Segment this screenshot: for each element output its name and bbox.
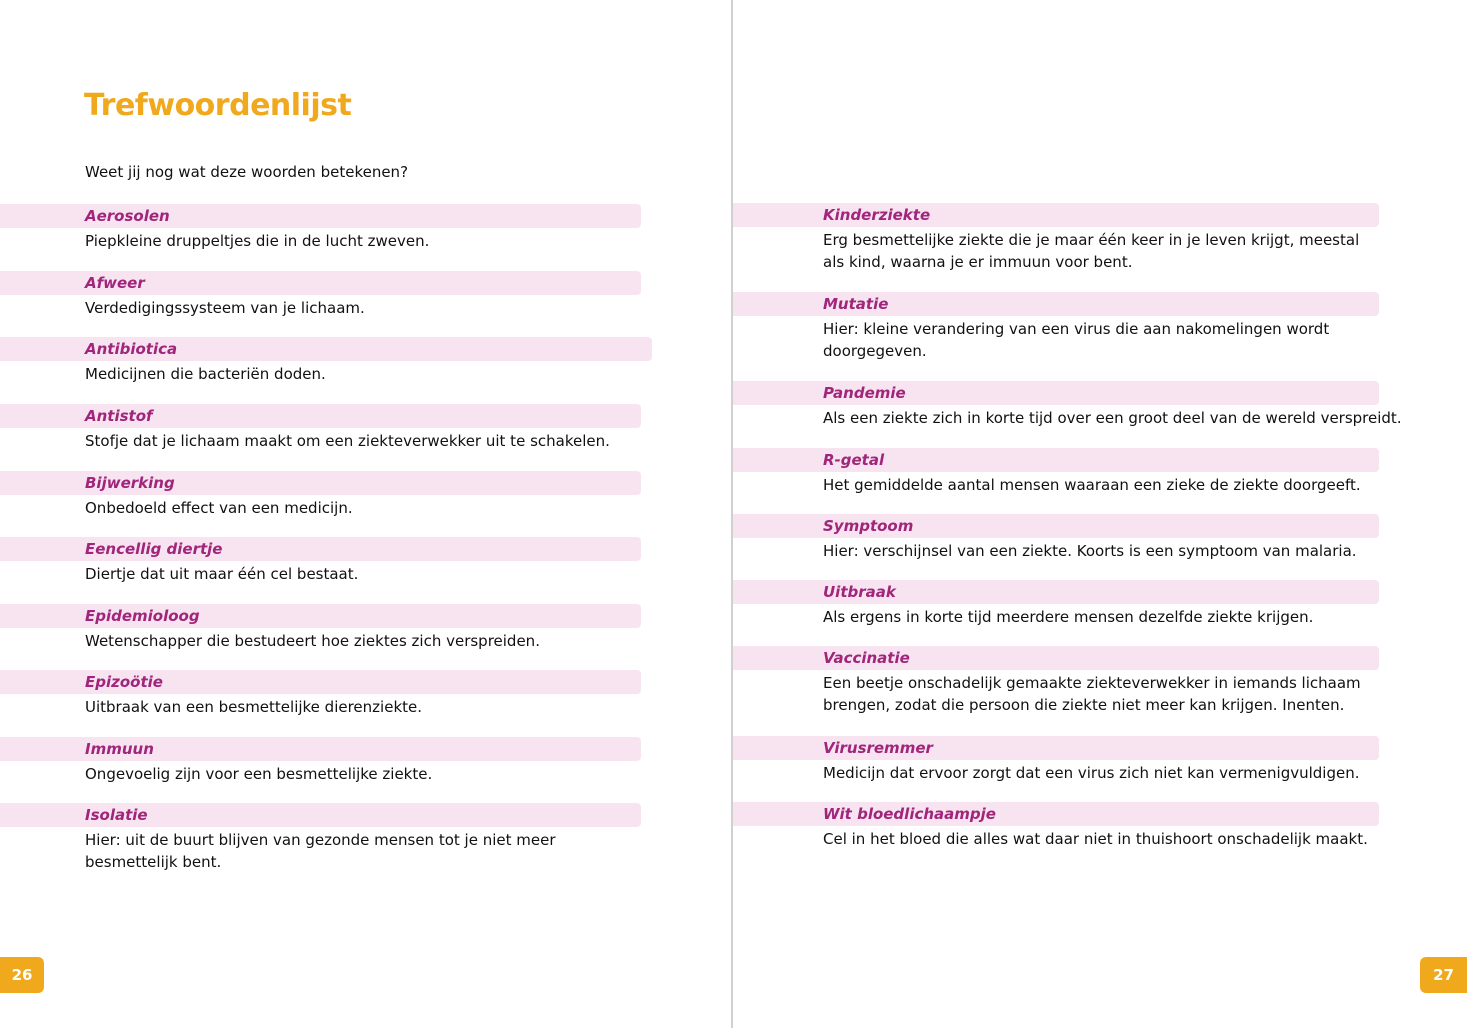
glossary-term: Antistof [85,407,153,425]
glossary-term: Epizoötie [85,673,163,691]
glossary-definition: Hier: uit de buurt blijven van gezonde mensen tot je niet meer besmettelijk bent. [85,831,556,871]
glossary-term: Immuun [85,740,154,758]
glossary-definition: Een beetje onschadelijk gemaakte ziekteverwekker in iemands lichaam brengen, zodat die persoon die ziekte niet meer kan krijgen. Inenten. [823,674,1361,714]
glossary-term: Bijwerking [85,474,175,492]
page-number-right: 27 [1420,957,1467,993]
glossary-term: Aerosolen [85,207,170,225]
glossary-term: Pandemie [823,384,906,402]
glossary-definition: Wetenschapper die bestudeert hoe ziektes zich verspreiden. [85,632,540,650]
glossary-definition: Hier: verschijnsel van een ziekte. Koorts is een symptoom van malaria. [823,542,1357,560]
glossary-term: Virusremmer [823,739,933,757]
glossary-term: Afweer [85,274,145,292]
glossary-definition: Diertje dat uit maar één cel bestaat. [85,565,359,583]
glossary-definition: Het gemiddelde aantal mensen waaraan een zieke de ziekte doorgeeft. [823,476,1361,494]
glossary-term: Mutatie [823,295,889,313]
glossary-term: Uitbraak [823,583,896,601]
glossary-definition: Erg besmettelijke ziekte die je maar één keer in je leven krijgt, meestal als kind, waarna je er immuun voor bent. [823,231,1360,271]
glossary-definition: Onbedoeld effect van een medicijn. [85,499,353,517]
glossary-term: Wit bloedlichaampje [823,805,996,823]
glossary-term: Symptoom [823,517,914,535]
glossary-term: Eencellig diertje [85,540,223,558]
glossary-term: Kinderziekte [823,206,931,224]
glossary-definition: Cel in het bloed die alles wat daar niet in thuishoort onschadelijk maakt. [823,830,1368,848]
glossary-definition: Stofje dat je lichaam maakt om een ziekteverwekker uit te schakelen. [85,432,610,450]
glossary-term: Isolatie [85,806,148,824]
glossary-definition: Verdedigingssysteem van je lichaam. [85,299,365,317]
glossary-term: Antibiotica [85,340,178,358]
glossary-definition: Medicijnen die bacteriën doden. [85,365,326,383]
page-title: Trefwoordenlijst [84,88,352,123]
page-number-left: 26 [0,957,44,993]
intro-text: Weet jij nog wat deze woorden betekenen? [85,163,409,181]
glossary-definition: Piepkleine druppeltjes die in de lucht zweven. [85,232,430,250]
glossary-term: R-getal [823,451,885,469]
glossary-definition: Hier: kleine verandering van een virus die aan nakomelingen wordt doorgegeven. [823,320,1330,360]
glossary-definition: Uitbraak van een besmettelijke dierenziekte. [85,698,423,716]
glossary-term: Epidemioloog [85,607,200,625]
glossary-term: Vaccinatie [823,649,910,667]
glossary-definition: Medicijn dat ervoor zorgt dat een virus zich niet kan vermenigvuldigen. [823,764,1360,782]
glossary-definition: Als een ziekte zich in korte tijd over een groot deel van de wereld verspreidt. [823,409,1402,427]
glossary-definition: Ongevoelig zijn voor een besmettelijke ziekte. [85,765,433,783]
glossary-definition: Als ergens in korte tijd meerdere mensen dezelfde ziekte krijgen. [823,608,1314,626]
